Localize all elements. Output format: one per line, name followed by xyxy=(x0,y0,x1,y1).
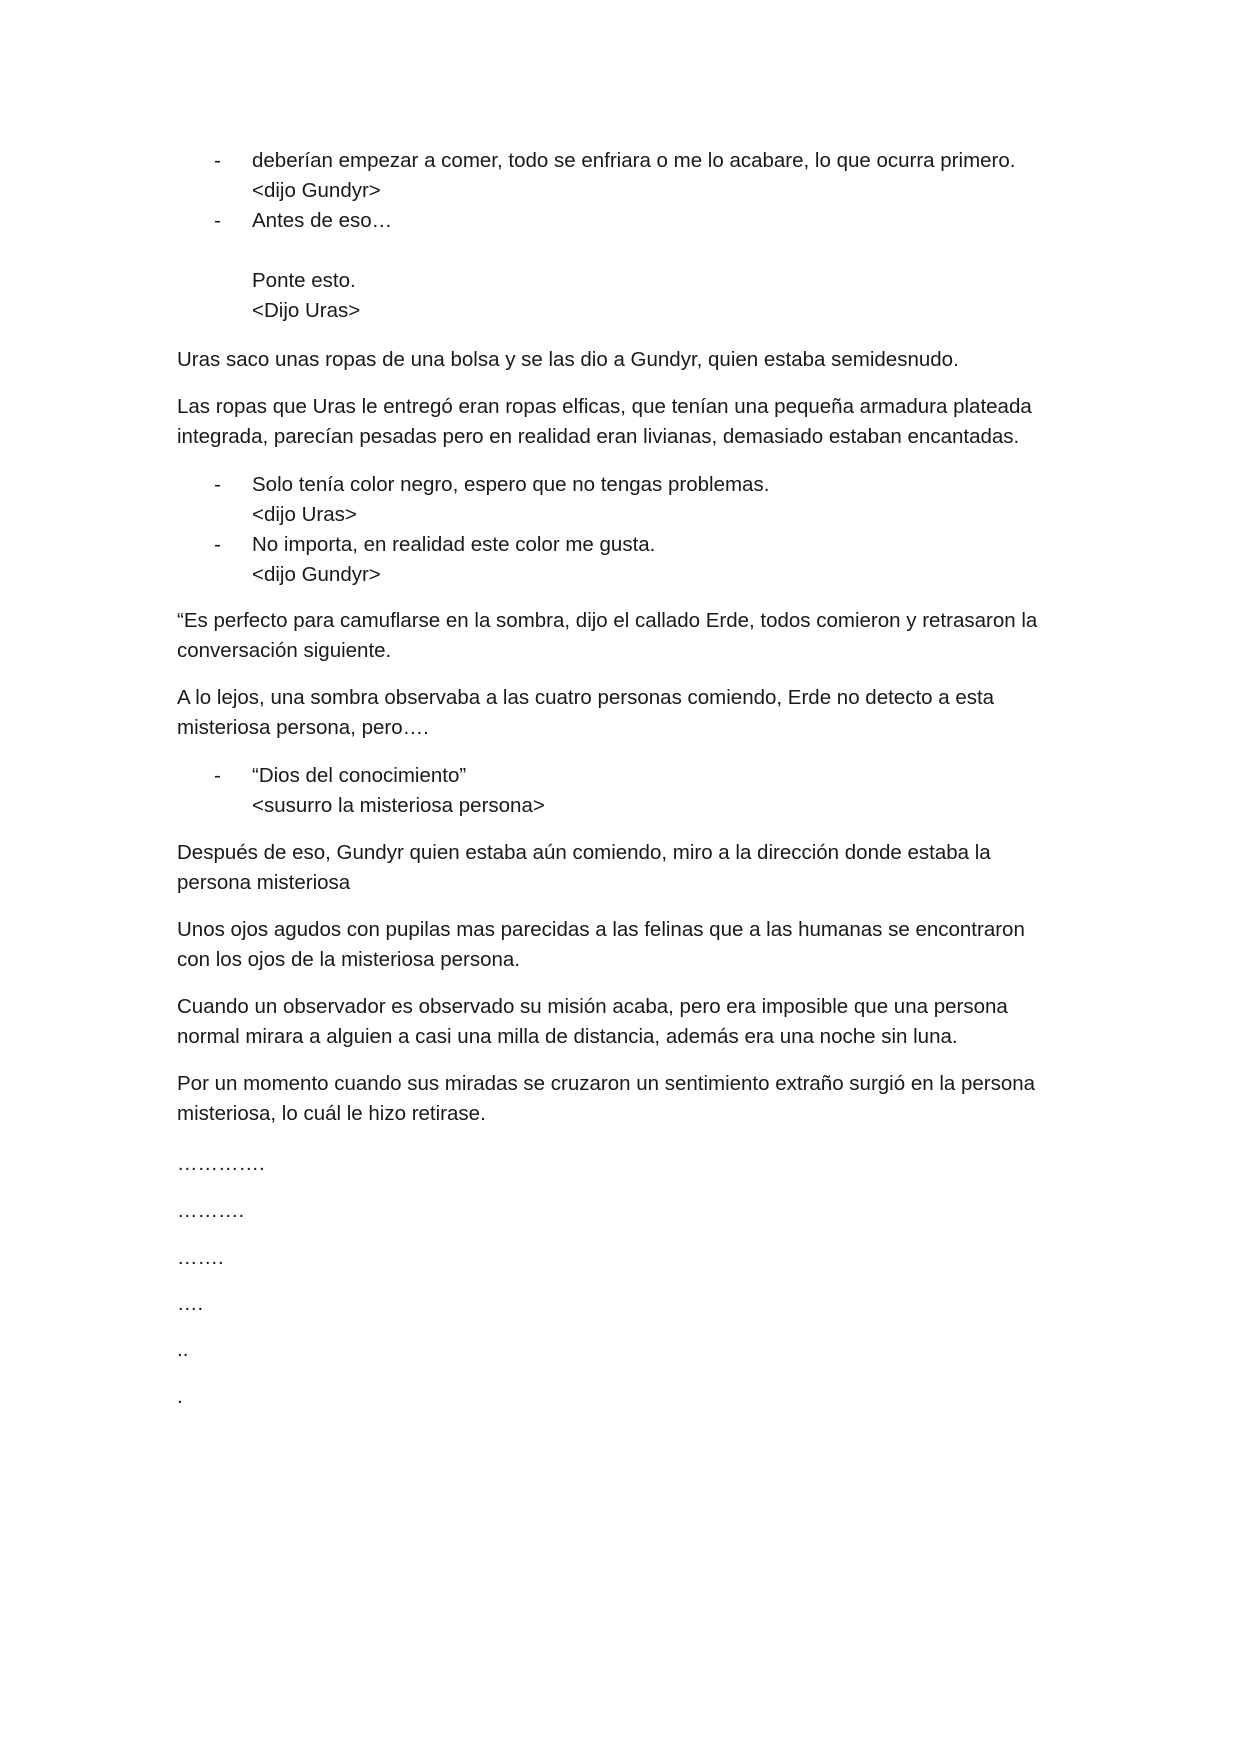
ellipsis-text: ………. xyxy=(177,1199,245,1222)
paragraph-line: Después de eso, Gundyr quien estaba aún comiendo, miro a la dirección donde estaba la xyxy=(177,841,991,864)
dialogue-text: <dijo Gundyr> xyxy=(252,563,381,586)
dialogue-text: Solo tenía color negro, espero que no tengas problemas. xyxy=(252,473,770,496)
ellipsis-line xyxy=(177,1335,1077,1365)
ellipsis-text: . xyxy=(177,1385,183,1408)
paragraph-6 xyxy=(177,915,1077,975)
dash-marker: - xyxy=(214,764,221,787)
dialogue-text: <Dijo Uras> xyxy=(252,299,361,322)
paragraph-line: persona misteriosa xyxy=(177,871,351,894)
paragraph-line: “Es perfecto para camuflarse en la sombra, dijo el callado Erde, todos comieron y retrasaron la xyxy=(177,609,1038,632)
paragraph-7 xyxy=(177,992,1077,1052)
ellipsis-line xyxy=(177,1289,1077,1319)
paragraph-5 xyxy=(177,838,1077,898)
ellipsis-text: …. xyxy=(177,1292,204,1315)
paragraph-line: A lo lejos, una sombra observaba a las cuatro personas comiendo, Erde no detecto a esta xyxy=(177,686,995,709)
dash-marker: - xyxy=(214,149,221,172)
dialogue-text: deberían empezar a comer, todo se enfriara o me lo acabare, lo que ocurra primero. xyxy=(252,149,1016,172)
paragraph-line: normal mirara a alguien a casi una milla de distancia, además era una noche sin luna. xyxy=(177,1025,958,1048)
paragraph-line: misteriosa, lo cuál le hizo retirase. xyxy=(177,1102,486,1125)
ellipsis-line xyxy=(177,1382,1077,1412)
dash-marker: - xyxy=(214,533,221,556)
paragraph-line: conversación siguiente. xyxy=(177,639,392,662)
dialogue-text: Ponte esto. xyxy=(252,269,356,292)
ellipsis-line xyxy=(177,1196,1077,1226)
paragraph-line: con los ojos de la misteriosa persona. xyxy=(177,948,520,971)
paragraph-1 xyxy=(177,345,1077,375)
dialogue-text: Antes de eso… xyxy=(252,209,393,232)
paragraph-line: integrada, parecían pesadas pero en realidad eran livianas, demasiado estaban encantadas. xyxy=(177,425,1020,448)
dialogue-text: <dijo Gundyr> xyxy=(252,179,381,202)
paragraph-4 xyxy=(177,683,1077,743)
paragraph-8 xyxy=(177,1069,1077,1129)
dash-marker: - xyxy=(214,473,221,496)
paragraph-line: Por un momento cuando sus miradas se cruzaron un sentimiento extraño surgió en la persona xyxy=(177,1072,1036,1095)
paragraph-line: Uras saco unas ropas de una bolsa y se las dio a Gundyr, quien estaba semidesnudo. xyxy=(177,348,959,371)
paragraph-2 xyxy=(177,392,1077,452)
paragraph-line: Las ropas que Uras le entregó eran ropas elficas, que tenían una pequeña armadura plateada xyxy=(177,395,1032,418)
paragraph-line: misteriosa persona, pero…. xyxy=(177,716,429,739)
ellipsis-text: …………. xyxy=(177,1152,265,1175)
dialogue-text: No importa, en realidad este color me gusta. xyxy=(252,533,656,556)
ellipsis-line xyxy=(177,1149,1077,1179)
dash-marker: - xyxy=(214,209,221,232)
dialogue-text: <susurro la misteriosa persona> xyxy=(252,794,545,817)
ellipsis-text: .. xyxy=(177,1338,189,1361)
paragraph-3 xyxy=(177,606,1077,666)
dialogue-text: “Dios del conocimiento” xyxy=(252,764,467,787)
dialogue-text: <dijo Uras> xyxy=(252,503,357,526)
ellipsis-line xyxy=(177,1243,1077,1273)
paragraph-line: Cuando un observador es observado su misión acaba, pero era imposible que una persona xyxy=(177,995,1008,1018)
ellipsis-text: ……. xyxy=(177,1246,224,1269)
paragraph-line: Unos ojos agudos con pupilas mas parecidas a las felinas que a las humanas se encontraron xyxy=(177,918,1025,941)
